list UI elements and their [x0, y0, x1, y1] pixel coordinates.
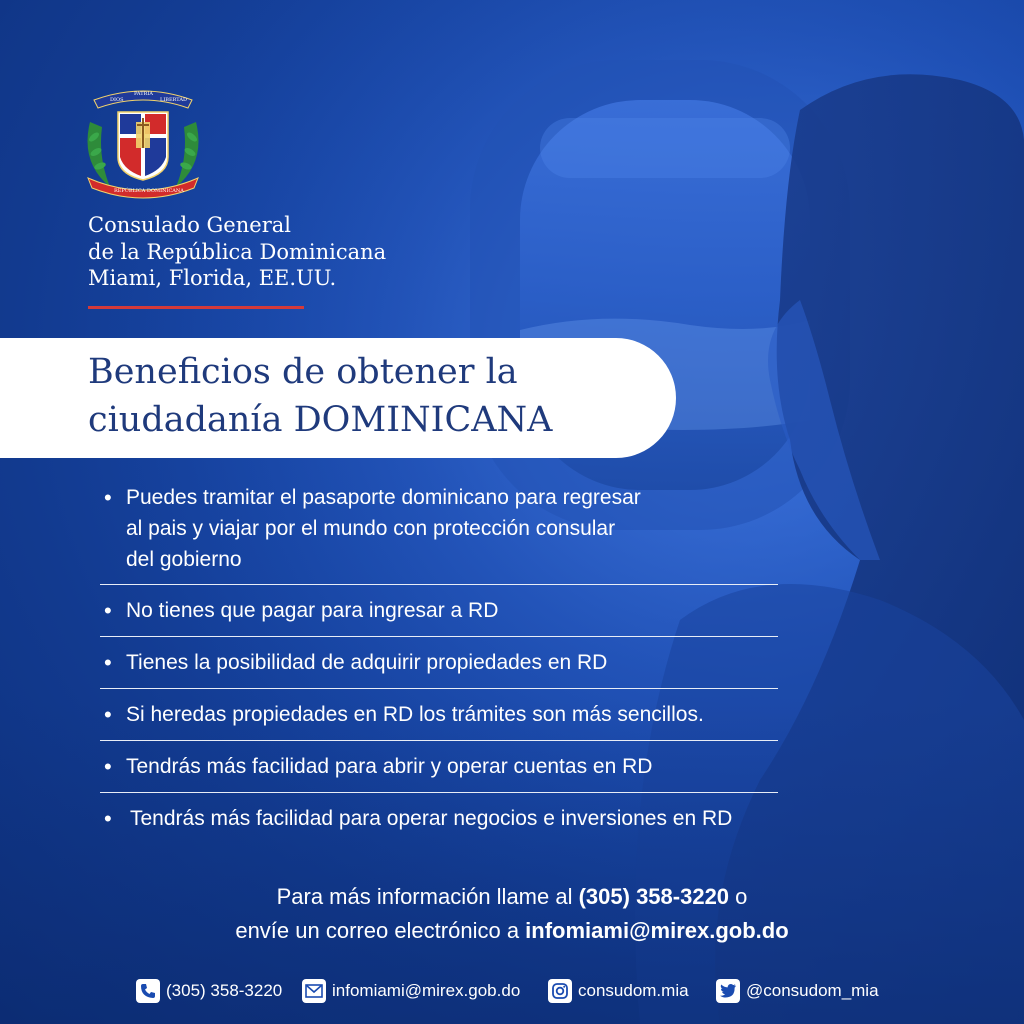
bullet-icon: • — [104, 702, 112, 727]
contact-email-link[interactable]: infomiami@mirex.gob.do — [525, 918, 789, 943]
bullet-icon: • — [104, 650, 112, 675]
benefit-text: Tendrás más facilidad para operar negocios e inversiones en RD — [130, 807, 733, 830]
benefit-text-line: Puedes tramitar el pasaporte dominicano para regresar — [126, 486, 641, 509]
benefits-list — [100, 482, 778, 834]
benefit-text-line: al pais y viajar por el mundo con protección consular — [126, 517, 616, 540]
red-underline-divider — [88, 306, 304, 309]
social-instagram-text: consudom.mia — [578, 981, 689, 1000]
benefit-item — [100, 637, 778, 689]
crest-motto-center: PATRIA — [134, 91, 153, 97]
phone-icon — [136, 979, 160, 1003]
social-twitter-text: @consudom_mia — [746, 981, 879, 1000]
benefit-text-line: del gobierno — [126, 548, 242, 571]
crest-ribbon-text: REPÚBLICA DOMINICANA — [114, 188, 184, 194]
page-title-line2: ciudadanía DOMINICANA — [88, 400, 553, 440]
social-phone-text: (305) 358-3220 — [166, 981, 283, 1000]
social-email[interactable] — [302, 976, 520, 1006]
benefit-item — [100, 585, 778, 637]
benefit-text: No tienes que pagar para ingresar a RD — [126, 599, 499, 622]
social-twitter[interactable] — [716, 976, 879, 1006]
page-title-line1: Beneficios de obtener la — [88, 352, 518, 392]
consulate-name — [88, 212, 448, 292]
mail-icon — [302, 979, 326, 1003]
bullet-icon: • — [104, 598, 112, 623]
dominican-coat-of-arms-logo — [80, 82, 206, 202]
contact-call-text: Para más información llame al — [276, 884, 579, 909]
benefit-text: Tienes la posibilidad de adquirir propiedades en RD — [126, 651, 608, 674]
bullet-icon: • — [104, 806, 112, 831]
consulate-name-line1: Consulado General — [88, 213, 291, 237]
social-instagram[interactable] — [548, 976, 689, 1006]
twitter-icon — [716, 979, 740, 1003]
benefit-text: Si heredas propiedades en RD los trámites son más sencillos. — [126, 703, 704, 726]
consulate-name-line3: Miami, Florida, EE.UU. — [88, 266, 337, 290]
social-links — [136, 976, 916, 1008]
consulate-name-line2: de la República Dominicana — [88, 239, 387, 264]
instagram-icon — [548, 979, 572, 1003]
social-email-text: infomiami@mirex.gob.do — [332, 981, 521, 1000]
benefit-item — [100, 689, 778, 741]
contact-email-text: envíe un correo electrónico a — [235, 918, 526, 943]
social-phone[interactable] — [136, 976, 282, 1006]
crest-motto-left: DIOS — [110, 97, 124, 103]
benefit-item — [100, 482, 778, 585]
benefit-item — [100, 741, 778, 793]
contact-info — [0, 880, 1024, 948]
contact-phone-link[interactable]: (305) 358-3220 — [578, 884, 730, 909]
crest-motto-right: LIBERTAD — [160, 97, 187, 103]
benefit-text: Tendrás más facilidad para abrir y operar cuentas en RD — [126, 755, 653, 778]
benefit-item — [100, 793, 778, 834]
contact-or-text: o — [729, 884, 748, 909]
bullet-icon: • — [104, 754, 112, 779]
bullet-icon: • — [104, 485, 112, 510]
